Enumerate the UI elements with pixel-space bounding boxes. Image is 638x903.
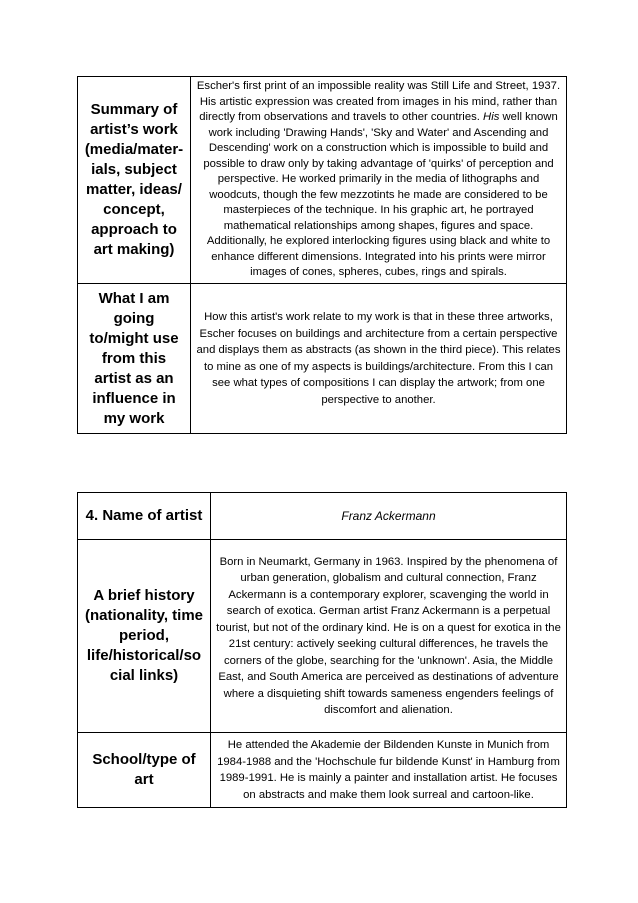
summary-text-italic: His xyxy=(483,111,500,124)
artist-name-value: Franz Ackermann xyxy=(211,493,567,540)
artist-summary-table xyxy=(77,76,567,434)
school-row xyxy=(78,733,567,808)
summary-row xyxy=(78,77,567,284)
artist-name-row xyxy=(78,493,567,540)
summary-label xyxy=(78,77,191,284)
school-label xyxy=(78,733,211,808)
influence-label-text: What I am going to/might use from this artist as an influence in my work xyxy=(89,289,179,427)
history-label xyxy=(78,540,211,733)
influence-label xyxy=(78,284,191,434)
history-text-b: Inspired by the phenomena of urban generation, globalism and cultural connection, Franz Ackermann is a contemporary explorer, scavenging the world in search of exotica. xyxy=(226,555,558,617)
summary-text-pre: Escher's first print of an impossible reality was Still Life and Street, 1937. His artistic expression was created from images in his mind, rather than directly from observations and travels to other countries. xyxy=(196,80,561,124)
history-label-text: A brief history (nationality, time period, life/historical/so cial links) xyxy=(84,587,204,684)
artist-info-table xyxy=(77,492,567,808)
history-row xyxy=(78,540,567,733)
summary-text-post: well known work including 'Drawing Hands', 'Sky and Water' and Ascending and Descending' work on a construction which is impossible to build and possible to draw only by taking advantage of 'quirks' of perception and perspective. He worked primarily in the media of lithographs and woodcuts, though the few mezzotints he made are considered to be masterpieces of the technique. In his graphic art, he portrayed mathematical relationships among shapes, figures and space. Additionally, he explored interlocking figures using black and white to enhance different dimensions. Integrated into his prints were mirror images of cones, spheres, cubes, rings and spirals. xyxy=(203,111,558,279)
history-text-a: Born in Neumarkt, Germany in 1963. xyxy=(219,555,407,568)
school-content: He attended the Akademie der Bildenden Kunste in Munich from 1984-1988 and the 'Hochschule fur bildende Kunst' in Hamburg from 1989-1991. He is mainly a painter and installation artist. He focuses on abstracts and make them look surreal and cartoon-like. xyxy=(211,733,567,808)
influence-content: How this artist's work relate to my work is that in these three artworks, Escher focuses on buildings and architecture from a certain perspective and displays them as abstracts (as shown in the third piece). This relates to mine as one of my aspects is buildings/architecture. From this I can see what types of compositions I can display the artwork; from one perspective to another. xyxy=(191,284,567,434)
school-label-text: School/type of art xyxy=(92,751,196,788)
influence-row xyxy=(78,284,567,434)
summary-label-text: Summary of artist’s work (media/mater-ials, subject matter, ideas/ concept, approach to art making) xyxy=(84,101,184,258)
artist-name-label: 4. Name of artist xyxy=(78,493,211,540)
summary-content xyxy=(191,77,567,284)
history-text-c: German artist Franz Ackermann is a perpetual tourist, but not of the ordinary kind. He is on a quest for exotica in the 21st century: actively seeking cultural differences, he travels the corners of the globe, searching for the 'unknown'. Asia, the Middle East, and South America are perceived as destinations of adventure where a disquieting shift towards sameness engenders feelings of discomfort and alienation. xyxy=(216,605,561,716)
history-content xyxy=(211,540,567,733)
